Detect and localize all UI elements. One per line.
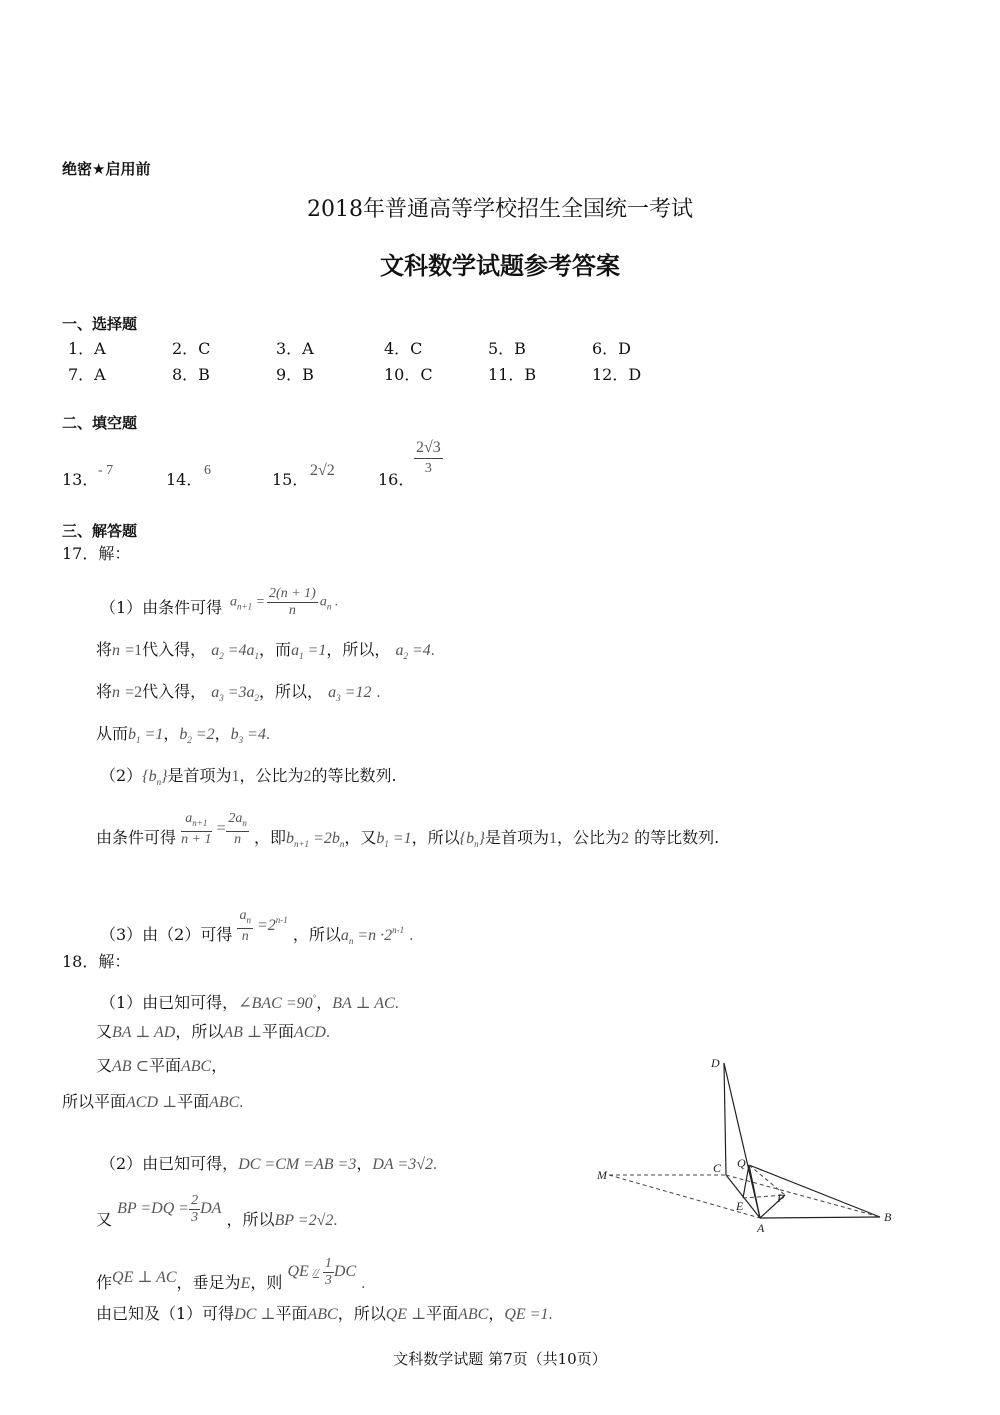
text: ，公比为 <box>557 828 622 847</box>
label-E: E <box>736 1199 744 1213</box>
q17-label: 17．解： <box>62 544 131 563</box>
text: 又 <box>96 1056 113 1075</box>
text: 是首项为 <box>167 766 232 785</box>
text: ，所以 <box>175 1022 224 1041</box>
fill-14-answer: 6 <box>204 463 211 478</box>
choice-answers-table <box>68 334 652 386</box>
section-heading-solve: 三、解答题 <box>62 522 138 540</box>
text: 从而 <box>96 724 129 743</box>
text: 平面 <box>426 1304 459 1323</box>
edge-QB <box>749 1165 880 1217</box>
text: ，所以 <box>411 828 460 847</box>
text: （2） <box>100 766 143 785</box>
fill-15-answer: 2√2 <box>310 462 335 479</box>
text: 代入得， <box>142 682 207 701</box>
text: ，则 <box>250 1273 283 1292</box>
q18-part2-line3: 作QE ⊥ AC，垂足为E，则 QE // $\frac{1}{3}$ DC . <box>96 1256 366 1292</box>
q17-formula-1: $a_{n+1}$ = $\frac{2(n + 1)}{n}$ $a_n$ . <box>230 586 339 618</box>
label-Q: Q <box>737 1156 746 1170</box>
edge-DC <box>724 1063 726 1175</box>
text: 平面 <box>261 1022 294 1041</box>
q17-line-n2: 将n =2代入得， $a_3 =3a_2$，所以， $a_3 =12$ . <box>96 682 381 703</box>
text: （3）由（2）可得 <box>100 925 233 944</box>
q18-part2-line2: 又 BP =DQ = $\frac{2}{3}$ DA ，所以BP =2√2. <box>96 1193 338 1229</box>
answer-4: 4．C <box>384 338 423 358</box>
answer-2: 2．C <box>172 338 211 358</box>
fill-13-number: 13． <box>62 470 99 489</box>
fill-15-number: 15． <box>272 470 309 489</box>
q18-label: 18．解： <box>62 952 131 971</box>
text: ，即 <box>253 828 286 847</box>
text: 的等比数列. <box>311 766 397 785</box>
text: 所以平面 <box>62 1092 127 1111</box>
answer-9: 9．B <box>276 364 314 384</box>
q17-line-n1: 将n =1代入得， $a_2 =4a_1$，而$a_1 =1$，所以， $a_2 =4$. <box>96 640 435 661</box>
text: 由条件可得 <box>96 828 177 847</box>
text: 是首项为 <box>484 828 549 847</box>
exam-title: 2018年普通高等学校招生全国统一考试 <box>307 197 693 222</box>
text: （1）由已知可得， <box>100 993 239 1012</box>
fill-13-answer: - 7 <box>98 463 114 478</box>
q18-part1-line3: 又AB ⊂平面ABC， <box>96 1056 228 1075</box>
answer-7: 7．A <box>68 364 106 384</box>
q18-part1-line2: 又BA ⊥ AD，所以AB ⊥平面ACD. <box>96 1022 330 1041</box>
answer-10: 10．C <box>384 364 433 384</box>
text: 又 <box>96 1210 113 1229</box>
q17-part1-intro: （1）由条件可得 <box>100 598 223 617</box>
page-title: 文科数学试题参考答案 <box>380 252 620 280</box>
fill-16-denominator: 3 <box>424 461 432 476</box>
q18-part2-line1: （2）由已知可得，DC =CM =AB =3，DA =3√2. <box>100 1154 437 1173</box>
q17-part3: （3）由（2）可得 $\frac{a_n}{n}$ $=2^{n-1}$ ，所以$a_n =n \cdot 2^{n-1}$ . <box>100 908 414 946</box>
label-A: A <box>757 1221 765 1235</box>
q17-line-b: 从而$b_1 =1$，$b_2 =2$，$b_3 =4$. <box>96 724 270 745</box>
text: ，而 <box>259 640 292 659</box>
q18-part1-line4: 所以平面ACD ⊥平面ABC. <box>62 1092 244 1111</box>
q17-part2-claim: $(2)\{b_n\}$是首项为1，公比为2的等比数列. <box>100 766 397 787</box>
text: ，所以 <box>292 925 341 944</box>
answer-8: 8．B <box>172 364 210 384</box>
text: 将 <box>96 640 113 659</box>
label-C: C <box>713 1161 722 1175</box>
text: 平面 <box>275 1304 308 1323</box>
text: 又 <box>96 1022 113 1041</box>
text: 平面 <box>148 1056 181 1075</box>
section-heading-choice: 一、选择题 <box>62 315 138 333</box>
text: ，所以 <box>226 1210 275 1229</box>
q17-part2-proof: 由条件可得 $\frac{a_{n+1}}{n + 1}$ = $\frac{2a_n}{n}$ ，即$b_{n+1} =2b_n$，又$b_1 =1$，所以$\{b_n\}$是首项为1，公比为2 的等比数列. <box>96 811 720 849</box>
label-M: M <box>597 1168 607 1182</box>
fill-16-number: 16． <box>378 470 415 489</box>
answer-12: 12．D <box>592 364 642 384</box>
text: （2）由已知可得， <box>100 1154 239 1173</box>
q18-part2-line4: 由已知及（1）可得DC ⊥平面ABC，所以QE ⊥平面ABC，QE =1. <box>96 1304 553 1323</box>
fill-14-number: 14． <box>166 470 203 489</box>
answer-1: 1．A <box>68 338 106 358</box>
text: ，所以， <box>326 640 391 659</box>
text: 代入得， <box>142 640 207 659</box>
label-B: B <box>884 1210 892 1224</box>
text: ，又 <box>344 828 377 847</box>
secret-label: 绝密★启用前 <box>62 160 151 178</box>
q18-part1-line1: （1）由已知可得，∠BAC =90°，BA ⊥ AC. <box>100 993 399 1012</box>
answer-3: 3．A <box>276 338 314 358</box>
text: ，所以， <box>259 682 324 701</box>
text: 的等比数列. <box>634 828 720 847</box>
edge-AB <box>760 1217 880 1218</box>
page-footer: 文科数学试题 第7页（共10页） <box>393 1350 607 1368</box>
text: 作 <box>96 1273 113 1292</box>
text: 由已知及（1）可得 <box>96 1304 235 1323</box>
edge-CB <box>726 1175 880 1217</box>
text: ，所以 <box>337 1304 386 1323</box>
edge-QA <box>749 1165 760 1218</box>
geometry-figure <box>585 1045 905 1245</box>
fill-16-answer <box>414 438 443 479</box>
answer-11: 11．B <box>488 364 537 384</box>
text: 平面 <box>177 1092 210 1111</box>
text: ，垂足为 <box>176 1273 241 1292</box>
text: ，公比为 <box>239 766 304 785</box>
fill-16-numerator: 2√3 <box>414 438 443 459</box>
answer-5: 5．B <box>488 338 526 358</box>
text: 将 <box>96 682 113 701</box>
label-P: P <box>777 1191 785 1205</box>
label-D: D <box>711 1056 720 1070</box>
section-heading-fill: 二、填空题 <box>62 414 138 432</box>
answer-6: 6．D <box>592 338 632 358</box>
